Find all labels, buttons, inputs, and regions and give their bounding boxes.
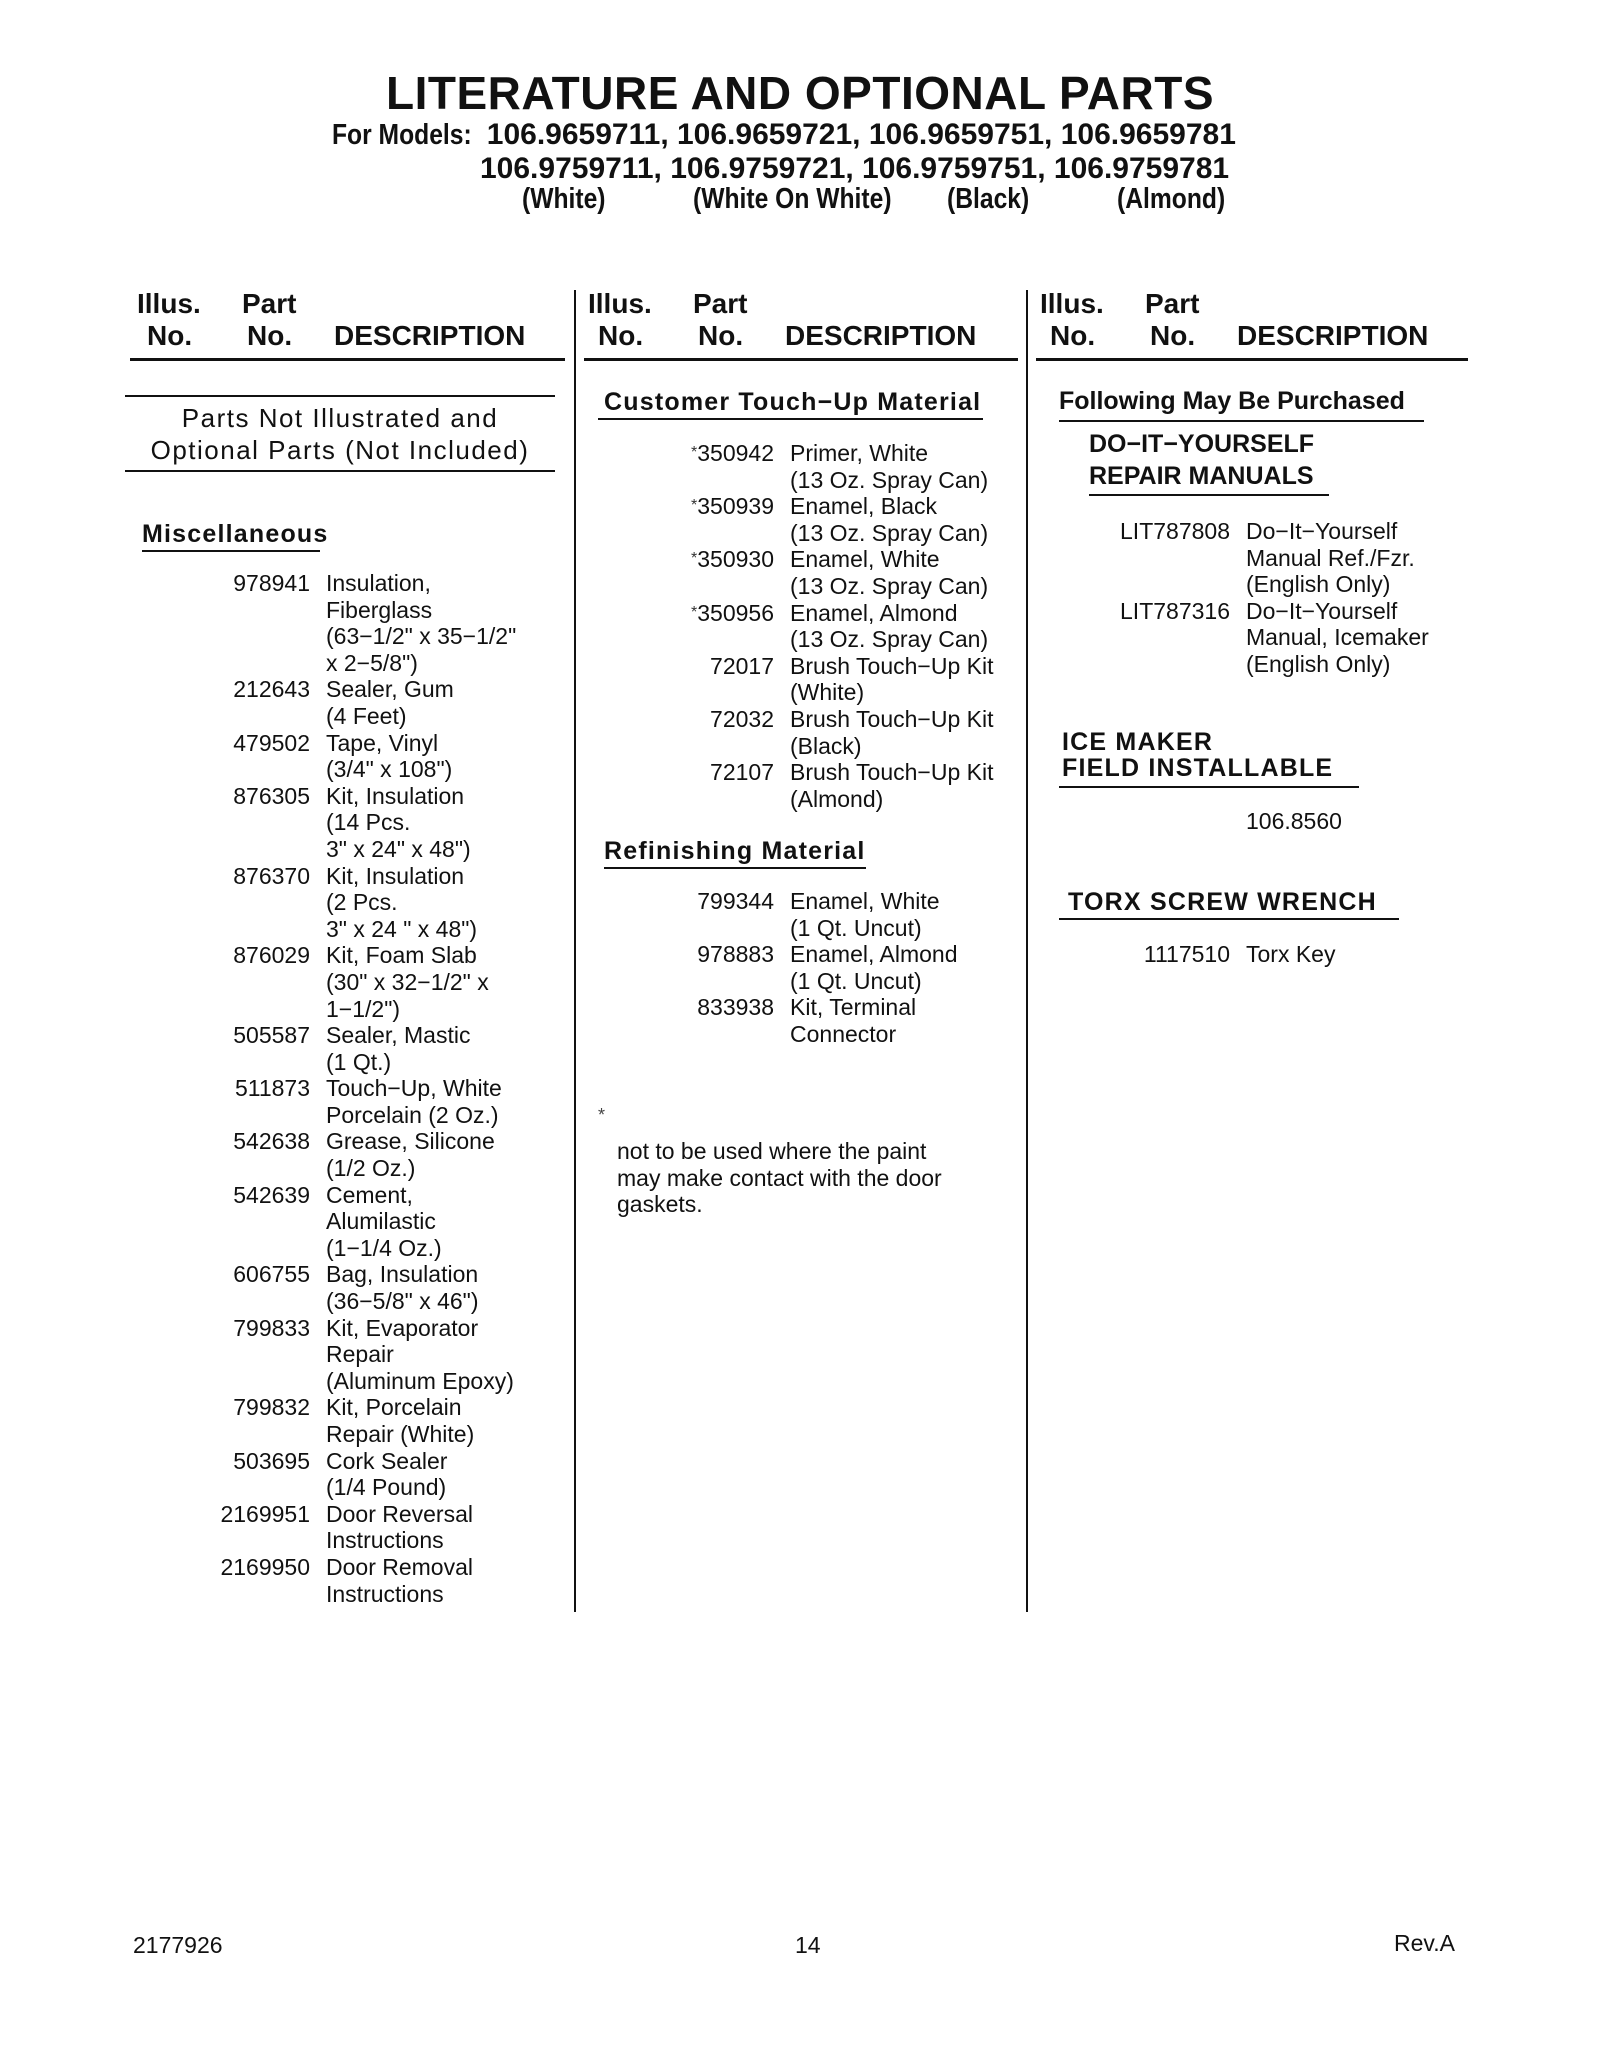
list-item — [660, 759, 1020, 812]
part-description: Kit, Evaporator Repair (Aluminum Epoxy) — [326, 1314, 514, 1394]
list-item — [208, 1022, 558, 1075]
asterisk-marker: * — [691, 550, 698, 568]
asterisk-marker: * — [691, 603, 698, 621]
column-1 — [130, 288, 565, 361]
part-description: Cement, Alumilastic (1−1/4 Oz.) — [326, 1181, 442, 1261]
list-item — [660, 941, 1020, 994]
part-description: Torx Key — [1246, 941, 1336, 967]
section-underline — [598, 418, 983, 420]
list-item — [208, 1182, 558, 1262]
not-included-note: Parts Not Illustrated and Optional Parts (Not Included) — [150, 403, 530, 465]
list-item — [208, 730, 558, 783]
refinishing-list — [660, 888, 1020, 1048]
part-description: Enamel, White (1 Qt. Uncut) — [790, 888, 940, 941]
part-description: Enamel, White (13 Oz. Spray Can) — [790, 546, 989, 599]
part-description: Kit, Insulation (14 Pcs. 3" x 24" x 48") — [326, 782, 471, 862]
part-description: Bag, Insulation (36−5/8" x 46") — [326, 1261, 479, 1315]
list-item — [208, 1448, 558, 1501]
part-description: Door Reversal Instructions — [326, 1500, 473, 1554]
footnote: not to be used where the paint may make contact with the door gaskets. — [617, 1138, 942, 1218]
part-description: Sealer, Gum (4 Feet) — [326, 676, 454, 729]
part-description: Insulation, Fiberglass (63−1/2" x 35−1/2" x 2−5/8") — [326, 570, 517, 676]
part-number: 1117510 — [1143, 941, 1230, 967]
list-item — [1110, 598, 1470, 678]
part-number: *350956 — [691, 599, 774, 626]
divider — [125, 470, 555, 472]
list-item — [208, 942, 558, 1022]
page-number: 14 — [795, 1932, 821, 1958]
part-number: 876370 — [233, 862, 310, 889]
miscellaneous-list — [208, 570, 558, 1607]
part-description: Kit, Insulation (2 Pcs. 3" x 24 " x 48") — [326, 862, 478, 942]
part-description: Kit, Porcelain Repair (White) — [326, 1394, 475, 1447]
part-description: Door Removal Instructions — [326, 1553, 473, 1607]
part-description: Primer, White (13 Oz. Spray Can) — [790, 440, 989, 493]
models-list-1: 106.9659711, 106.9659721, 106.9659751, 106.9659781 — [486, 118, 1236, 151]
document-number: 2177926 — [133, 1932, 223, 1958]
part-description: Enamel, Almond (13 Oz. Spray Can) — [790, 599, 989, 653]
color-black: (Black) — [947, 183, 1030, 215]
list-item — [208, 783, 558, 863]
part-description: Cork Sealer (1/4 Pound) — [326, 1447, 448, 1501]
section-refinishing: Refinishing Material — [604, 837, 866, 865]
color-white: (White) — [522, 183, 606, 215]
part-number: 876029 — [233, 942, 310, 969]
part-description: Sealer, Mastic (1 Qt.) — [326, 1022, 471, 1075]
list-item — [208, 863, 558, 943]
part-number: 72032 — [710, 705, 774, 732]
part-number: 799344 — [697, 888, 774, 914]
part-number: *350939 — [691, 493, 774, 520]
icemaker-part: 106.8560 — [1246, 808, 1342, 834]
part-description: Tape, Vinyl (3/4" x 108") — [326, 729, 453, 783]
list-item — [660, 600, 1020, 653]
list-item — [208, 570, 558, 676]
list-item — [660, 493, 1020, 546]
part-number: 503695 — [233, 1447, 310, 1474]
part-number: 978883 — [697, 941, 774, 968]
list-item — [208, 1261, 558, 1314]
part-number: LIT787316 — [1120, 597, 1230, 624]
part-number: 72017 — [710, 652, 774, 679]
part-number: 212643 — [233, 676, 310, 703]
column-3 — [1036, 288, 1468, 361]
section-underline — [1089, 494, 1329, 496]
column-header: Illus. No. Part No. DESCRIPTION — [1036, 288, 1468, 361]
list-item — [660, 653, 1020, 706]
revision: Rev.A — [1394, 1930, 1455, 1956]
part-number: 479502 — [233, 729, 310, 756]
section-underline — [1059, 918, 1399, 920]
list-item — [208, 1128, 558, 1181]
color-variants — [0, 183, 1600, 219]
list-item — [208, 1501, 558, 1554]
part-description: Brush Touch−Up Kit (Almond) — [790, 759, 994, 812]
torx-heading: TORX SCREW WRENCH — [1068, 888, 1377, 916]
list-item — [660, 706, 1020, 759]
list-item — [1110, 518, 1470, 598]
part-description: Do−It−Yourself Manual Ref./Fzr. (English Only) — [1246, 518, 1415, 598]
column-header: Illus. No. Part No. DESCRIPTION — [584, 288, 1018, 361]
icemaker-heading-line-2: FIELD INSTALLABLE — [1062, 754, 1334, 782]
part-number: 799832 — [233, 1394, 310, 1421]
part-number: 505587 — [233, 1022, 310, 1049]
section-miscellaneous: Miscellaneous — [142, 520, 329, 548]
section-underline — [1059, 420, 1424, 422]
part-number: 542638 — [233, 1128, 310, 1155]
part-number: 799833 — [233, 1314, 310, 1341]
part-description: Enamel, Almond (1 Qt. Uncut) — [790, 941, 958, 994]
section-underline — [1059, 786, 1359, 788]
section-customer-touch-up: Customer Touch−Up Material — [604, 388, 982, 416]
footnote-asterisk: * — [598, 1105, 606, 1125]
column-divider — [1026, 290, 1028, 1612]
page-title: LITERATURE AND OPTIONAL PARTS — [385, 67, 1214, 119]
asterisk-marker: * — [691, 444, 698, 461]
part-description: Brush Touch−Up Kit (Black) — [790, 705, 994, 759]
part-description: Kit, Foam Slab (30" x 32−1/2" x 1−1/2") — [326, 942, 489, 1022]
list-item — [660, 994, 1020, 1047]
part-number: 978941 — [233, 570, 310, 596]
part-number: *350930 — [691, 546, 774, 573]
part-number: 833938 — [697, 994, 774, 1021]
diy-heading-line-2: REPAIR MANUALS — [1089, 462, 1314, 490]
column-divider — [574, 290, 576, 1612]
part-number: 606755 — [233, 1261, 310, 1288]
part-description: Kit, Terminal Connector — [790, 994, 917, 1047]
part-description: Touch−Up, White Porcelain (2 Oz.) — [326, 1075, 502, 1128]
part-number: 876305 — [233, 782, 310, 809]
torx-list — [1110, 941, 1470, 968]
asterisk-marker: * — [691, 497, 698, 515]
section-underline — [604, 867, 866, 869]
part-number: *350942 — [691, 440, 774, 466]
list-item — [660, 546, 1020, 599]
part-number: 2169950 — [220, 1553, 310, 1580]
divider — [125, 395, 555, 397]
models-line-2 — [480, 152, 1229, 186]
list-item — [208, 1554, 558, 1607]
list-item — [660, 440, 1020, 493]
list-item — [1110, 941, 1470, 968]
part-number: 542639 — [233, 1181, 310, 1208]
purchase-heading: Following May Be Purchased — [1059, 387, 1405, 415]
models-list-2: 106.9759711, 106.9759721, 106.9759751, 106.9759781 — [480, 152, 1230, 185]
part-description: Enamel, Black (13 Oz. Spray Can) — [790, 493, 989, 546]
column-2 — [584, 288, 1018, 361]
list-item — [208, 676, 558, 729]
part-number: LIT787808 — [1120, 518, 1230, 544]
icemaker-heading-line-1: ICE MAKER — [1062, 728, 1214, 756]
list-item — [208, 1315, 558, 1395]
part-description: Brush Touch−Up Kit (White) — [790, 652, 994, 706]
part-number: 511873 — [234, 1075, 310, 1102]
color-white-on-white: (White On White) — [693, 183, 892, 215]
diy-manuals-list — [1110, 518, 1470, 678]
part-number: 2169951 — [220, 1500, 310, 1527]
list-item — [660, 888, 1020, 941]
list-item — [208, 1075, 558, 1128]
part-number: 72107 — [710, 759, 774, 786]
part-description: Grease, Silicone (1/2 Oz.) — [326, 1128, 495, 1182]
list-item — [208, 1394, 558, 1447]
part-description: Do−It−Yourself Manual, Icemaker (English Only) — [1246, 597, 1429, 677]
diy-heading-line-1: DO−IT−YOURSELF — [1089, 430, 1315, 458]
column-header: Illus. No. Part No. DESCRIPTION — [130, 288, 565, 361]
models-line-1 — [332, 118, 1236, 152]
section-underline — [142, 550, 320, 552]
color-almond: (Almond) — [1117, 183, 1226, 215]
models-label: For Models: — [332, 119, 472, 151]
touch-up-list — [660, 440, 1020, 812]
